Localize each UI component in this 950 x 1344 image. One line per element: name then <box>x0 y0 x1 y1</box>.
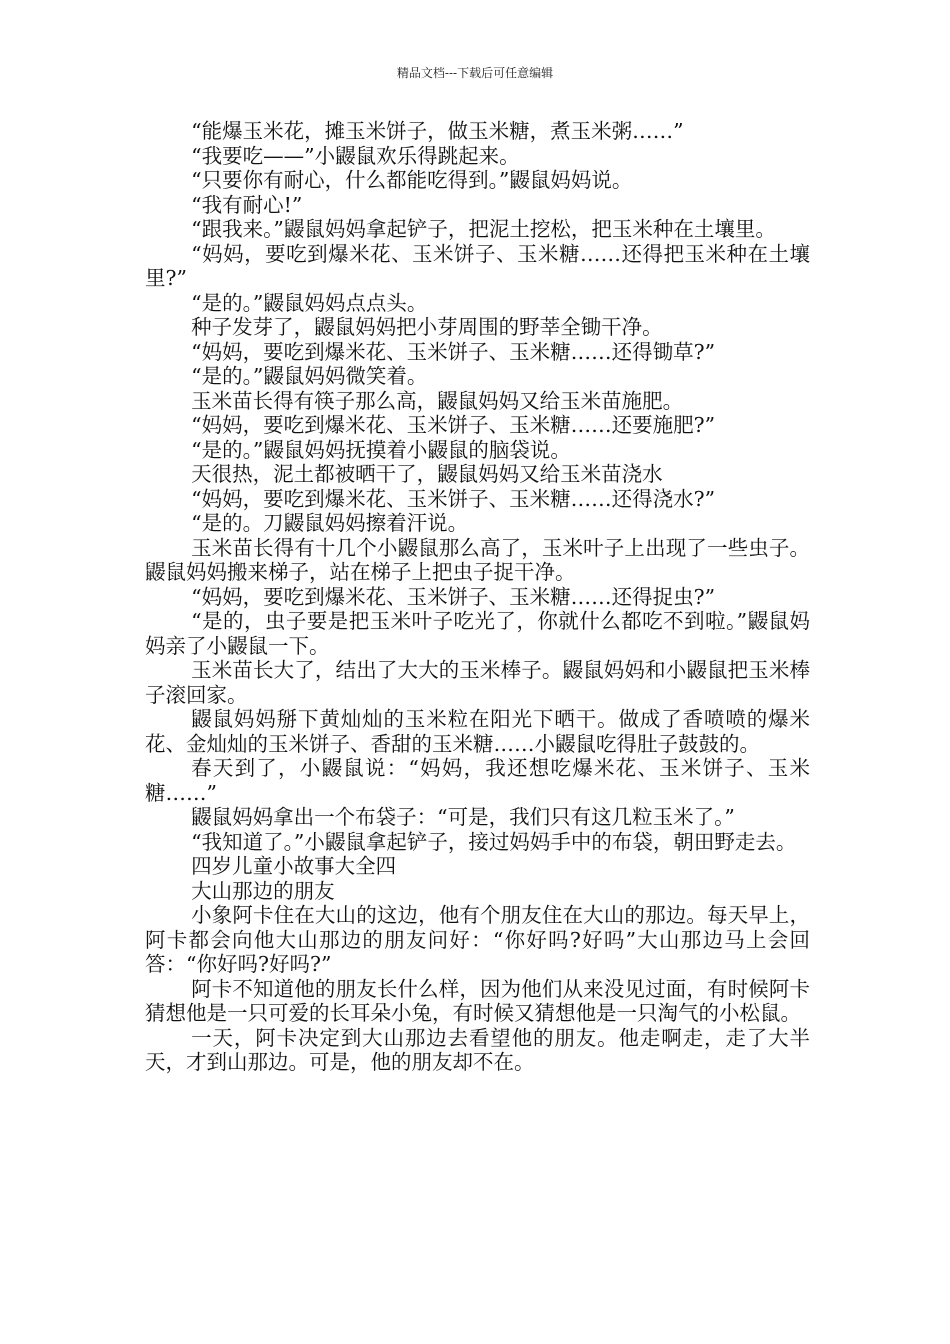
paragraph: 玉米苗长得有筷子那么高，鼹鼠妈妈又给玉米苗施肥。 <box>191 388 684 413</box>
paragraph: “妈妈，要吃到爆米花、玉米饼子、玉米糖……还要施肥?” <box>191 413 716 437</box>
paragraph: 天很热，泥土都被晒干了，鼹鼠妈妈又给玉米苗浇水 <box>191 462 663 486</box>
paragraph: 鼹鼠妈妈掰下黄灿灿的玉米粒在阳光下晒干。做成了香喷喷的爆米花、金灿灿的玉米饼子、香甜的玉米糖……小鼹鼠吃得肚子鼓鼓的。 <box>145 707 810 756</box>
section-title: 四岁儿童小故事大全四 <box>191 854 397 878</box>
story-title: 大山那边的朋友 <box>191 878 335 903</box>
paragraph: 种子发芽了，鼹鼠妈妈把小芽周围的野莘全锄干净。 <box>191 315 663 339</box>
paragraph: 鼹鼠妈妈拿出一个布袋子：“可是，我们只有这几粒玉米了。” <box>191 805 735 829</box>
paragraph: “妈妈，要吃到爆米花、玉米饼子、玉米糖……还得把玉米种在土壤里?” <box>145 241 810 290</box>
paragraph: “能爆玉米花，摊玉米饼子，做玉米糖，煮玉米粥……” <box>191 119 684 143</box>
paragraph: 小象阿卡住在大山的这边，他有个朋友住在大山的那边。每天早上，阿卡都会向他大山那边的朋友问好：“你好吗?好吗”大山那边马上会回答：“你好吗?好吗?” <box>145 903 810 976</box>
paragraph: “妈妈，要吃到爆米花、玉米饼子、玉米糖……还得捉虫?” <box>191 584 716 609</box>
paragraph: “是的。刀鼹鼠妈妈擦着汗说。 <box>191 511 469 535</box>
paragraph: 玉米苗长得有十几个小鼹鼠那么高了，玉米叶子上出现了一些虫子。鼹鼠妈妈搬来梯子，站在梯子上把虫子捉干净。 <box>145 535 810 584</box>
paragraph: 阿卡不知道他的朋友长什么样，因为他们从来没见过面，有时候阿卡猜想他是一只可爱的长耳朵小兔，有时候又猜想他是一只淘气的小松鼠。 <box>145 976 810 1025</box>
paragraph: 一天，阿卡决定到大山那边去看望他的朋友。他走啊走，走了大半天，才到山那边。可是，他的朋友却不在。 <box>145 1025 810 1074</box>
paragraph: “妈妈，要吃到爆米花、玉米饼子、玉米糖……还得浇水?” <box>191 486 716 511</box>
paragraph: “是的。”鼹鼠妈妈点点头。 <box>191 290 428 315</box>
paragraph: 玉米苗长大了，结出了大大的玉米棒子。鼹鼠妈妈和小鼹鼠把玉米棒子滚回家。 <box>145 658 810 707</box>
paragraph: “妈妈，要吃到爆米花、玉米饼子、玉米糖……还得锄草?” <box>191 339 716 364</box>
paragraph: “跟我来。”鼹鼠妈妈拿起铲子，把泥土挖松，把玉米种在土壤里。 <box>191 217 776 241</box>
paragraph: “是的。”鼹鼠妈妈微笑着。 <box>191 364 428 388</box>
paragraph: “只要你有耐心，什么都能吃得到。”鼹鼠妈妈说。 <box>191 168 633 192</box>
paragraph: 春天到了，小鼹鼠说：“妈妈，我还想吃爆米花、玉米饼子、玉米糖……” <box>145 756 810 805</box>
paragraph: “我要吃——”小鼹鼠欢乐得跳起来。 <box>191 143 520 168</box>
paragraph: “我知道了。”小鼹鼠拿起铲子，接过妈妈手中的布袋，朝田野走去。 <box>191 829 797 854</box>
paragraph: “我有耐心!” <box>191 192 303 217</box>
paragraph: “是的，虫子要是把玉米叶子吃光了，你就什么都吃不到啦。”鼹鼠妈妈亲了小鼹鼠一下。 <box>145 609 810 658</box>
page-header: 精品文档---下载后可任意编辑 <box>396 66 554 80</box>
paragraph: “是的。”鼹鼠妈妈抚摸着小鼹鼠的脑袋说。 <box>191 437 571 462</box>
document-body <box>145 119 810 1075</box>
